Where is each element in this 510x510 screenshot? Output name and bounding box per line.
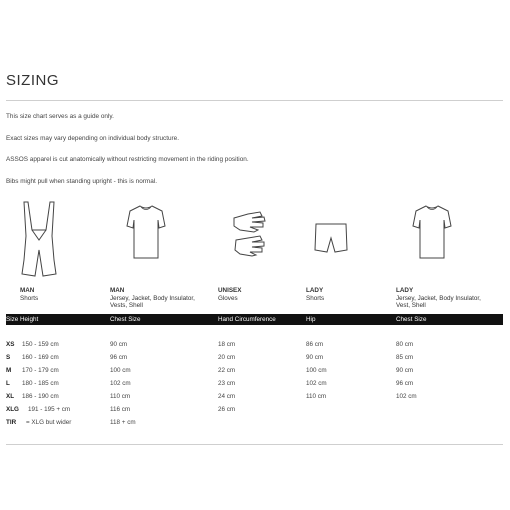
lady-chest-cell: 96 cm bbox=[396, 380, 414, 387]
shorts-icon bbox=[313, 222, 349, 256]
size-cell: XLG bbox=[6, 406, 19, 413]
header-hip: Hip bbox=[306, 315, 316, 323]
table-header bbox=[6, 314, 503, 325]
category-gender: LADY bbox=[306, 287, 324, 294]
size-cell: XL bbox=[6, 393, 15, 400]
hip-cell: 90 cm bbox=[306, 354, 324, 361]
category-label bbox=[306, 287, 386, 302]
table-row bbox=[6, 393, 503, 405]
jersey-icon bbox=[412, 204, 452, 260]
chest-cell: 100 cm bbox=[110, 367, 131, 374]
height-cell: 160 - 169 cm bbox=[22, 354, 59, 361]
lady-chest-cell: 102 cm bbox=[396, 393, 417, 400]
size-cell: S bbox=[6, 354, 11, 361]
table-row bbox=[6, 419, 503, 431]
header-hand-circumference: Hand Circumference bbox=[218, 315, 276, 323]
title-divider bbox=[6, 100, 503, 101]
hand-cell: 26 cm bbox=[218, 406, 236, 413]
height-cell: = XLG but wider bbox=[26, 419, 72, 426]
category-desc: Gloves bbox=[218, 294, 238, 302]
category-gender: MAN bbox=[110, 287, 125, 294]
chest-cell: 116 cm bbox=[110, 406, 131, 413]
intro-line: Exact sizes may vary depending on individual body structure. bbox=[6, 135, 179, 142]
size-cell: TIR bbox=[6, 419, 17, 426]
category-desc: Shorts bbox=[20, 294, 39, 302]
bib-shorts-icon bbox=[18, 200, 60, 280]
table-row bbox=[6, 341, 503, 353]
hip-cell: 86 cm bbox=[306, 341, 324, 348]
height-cell: 191 - 195 + cm bbox=[28, 406, 71, 413]
chest-cell: 118 + cm bbox=[110, 419, 136, 426]
hand-cell: 20 cm bbox=[218, 354, 236, 361]
gloves-icon bbox=[230, 210, 270, 258]
header-size-height: Size Height bbox=[6, 315, 39, 323]
category-desc: Shorts bbox=[306, 294, 325, 302]
hand-cell: 23 cm bbox=[218, 380, 236, 387]
size-cell: M bbox=[6, 367, 12, 374]
hand-cell: 22 cm bbox=[218, 367, 236, 374]
lady-chest-cell: 90 cm bbox=[396, 367, 414, 374]
intro-line: This size chart serves as a guide only. bbox=[6, 113, 114, 120]
height-cell: 180 - 185 cm bbox=[22, 380, 59, 387]
size-cell: XS bbox=[6, 341, 15, 348]
category-desc: Jersey, Jacket, Body Insulator, Vests, Shell bbox=[110, 294, 195, 310]
lady-chest-cell: 85 cm bbox=[396, 354, 414, 361]
table-row bbox=[6, 406, 503, 418]
category-gender: UNISEX bbox=[218, 287, 242, 294]
height-cell: 186 - 190 cm bbox=[22, 393, 59, 400]
table-row bbox=[6, 354, 503, 366]
category-gender: MAN bbox=[20, 287, 35, 294]
intro-line: Bibs might pull when standing upright - this is normal. bbox=[6, 178, 157, 185]
height-cell: 170 - 179 cm bbox=[22, 367, 59, 374]
category-gender: LADY bbox=[396, 287, 414, 294]
chest-cell: 110 cm bbox=[110, 393, 131, 400]
chest-cell: 102 cm bbox=[110, 380, 131, 387]
hip-cell: 100 cm bbox=[306, 367, 327, 374]
category-label bbox=[20, 287, 100, 302]
table-row bbox=[6, 380, 503, 392]
chest-cell: 90 cm bbox=[110, 341, 128, 348]
table-bottom-divider bbox=[6, 444, 503, 445]
page-title: SIZING bbox=[6, 72, 60, 89]
hip-cell: 102 cm bbox=[306, 380, 327, 387]
header-chest-size: Chest Size bbox=[110, 315, 141, 323]
height-cell: 150 - 159 cm bbox=[22, 341, 59, 348]
category-label bbox=[396, 287, 486, 310]
intro-line: ASSOS apparel is cut anatomically without restricting movement in the riding position. bbox=[6, 156, 249, 163]
chest-cell: 96 cm bbox=[110, 354, 128, 361]
table-row bbox=[6, 367, 503, 379]
header-lady-chest-size: Chest Size bbox=[396, 315, 427, 323]
category-label bbox=[110, 287, 198, 310]
category-label bbox=[218, 287, 298, 302]
hip-cell: 110 cm bbox=[306, 393, 327, 400]
hand-cell: 24 cm bbox=[218, 393, 236, 400]
jersey-icon bbox=[126, 204, 166, 260]
category-desc: Jersey, Jacket, Body Insulator, Vest, Shell bbox=[396, 294, 481, 310]
lady-chest-cell: 80 cm bbox=[396, 341, 414, 348]
hand-cell: 18 cm bbox=[218, 341, 236, 348]
size-cell: L bbox=[6, 380, 10, 387]
